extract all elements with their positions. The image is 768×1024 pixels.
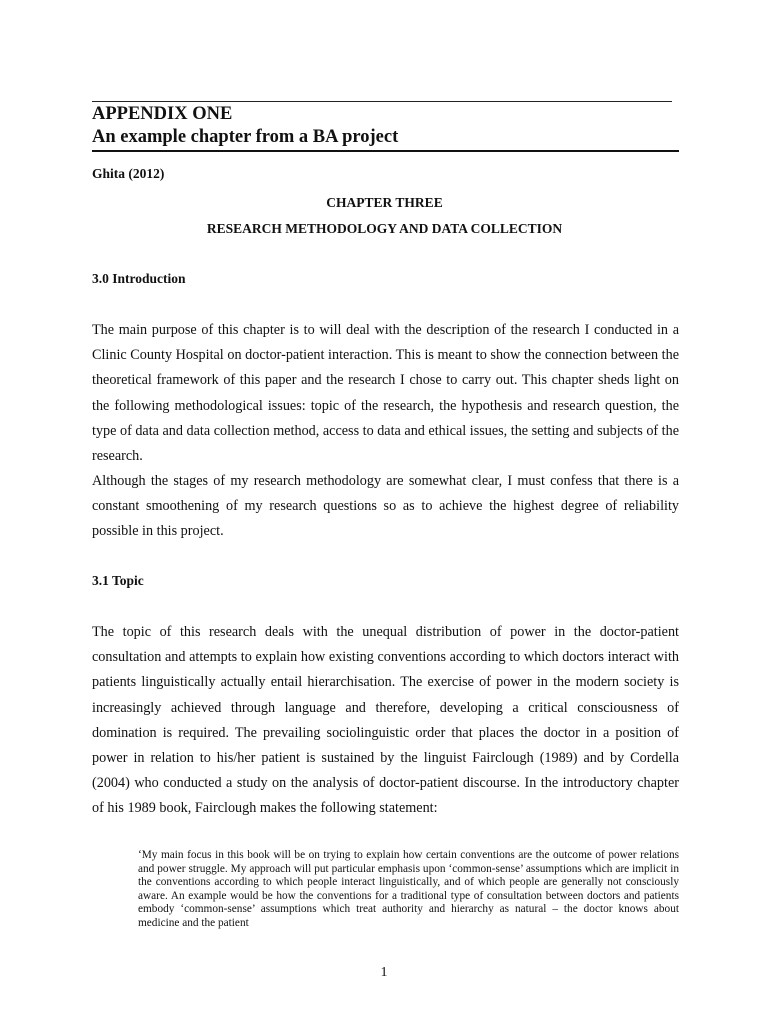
block-quote: ‘My main focus in this book will be on trying to explain how certain conventions are the outcome of power relations and power struggle. My approach will put particular emphasis upon ‘common-sense’ assumptions which are implicit in the conventions according to which people interact linguistically, and of which people are generally not consciously aware. An example would be how the conventions for a traditional type of consultation between doctors and patients embody ‘common-sense’ assumptions which treat authority and hierarchy as natural – the doctor knows about medicine and the patient xyxy=(138,849,679,929)
bottom-rule xyxy=(92,150,679,152)
chapter-title: RESEARCH METHODOLOGY AND DATA COLLECTION xyxy=(206,221,563,236)
appendix-subtitle: An example chapter from a BA project xyxy=(92,127,399,147)
section-heading-topic: 3.1 Topic xyxy=(92,573,144,588)
page-number: 1 xyxy=(380,965,388,980)
introduction-paragraph-2: Although the stages of my research methodology are somewhat clear, I must confess that there is a constant smoothening of my research questions so as to achieve the highest degree of reliability possible in this project. xyxy=(92,473,679,540)
introduction-paragraph-1: The main purpose of this chapter is to will deal with the description of the research I conducted in a Clinic County Hospital on doctor-patient interaction. This is meant to show the connection between the theoretical framework of this paper and the research I chose to carry out. This chapter sheds light on the following methodological issues: topic of the research, the hypothesis and research question, the type of data and data collection method, access to data and ethical issues, the setting and subjects of the research. xyxy=(92,322,680,465)
author-citation: Ghita (2012) xyxy=(92,166,165,181)
section-heading-introduction: 3.0 Introduction xyxy=(92,271,186,286)
top-rule xyxy=(92,101,672,102)
topic-paragraph-1: The topic of this research deals with the unequal distribution of power in the doctor-patient consultation and attempts to explain how existing conventions according to which doctors interact with patients linguistically actually entail hierarchisation. The exercise of power in the modern society is increasingly achieved through language and therefore, developing a critical consciousness of domination is required. The prevailing sociolinguistic order that places the doctor in a position of power in relation to his/her patient is sustained by the linguist Fairclough (1989) and by Cordella (2004) who conducted a study on the analysis of doctor-patient discourse. In the introductory chapter of his 1989 book, Fairclough makes the following statement: xyxy=(92,624,679,817)
chapter-label: CHAPTER THREE xyxy=(326,195,443,210)
appendix-title: APPENDIX ONE xyxy=(92,104,233,124)
